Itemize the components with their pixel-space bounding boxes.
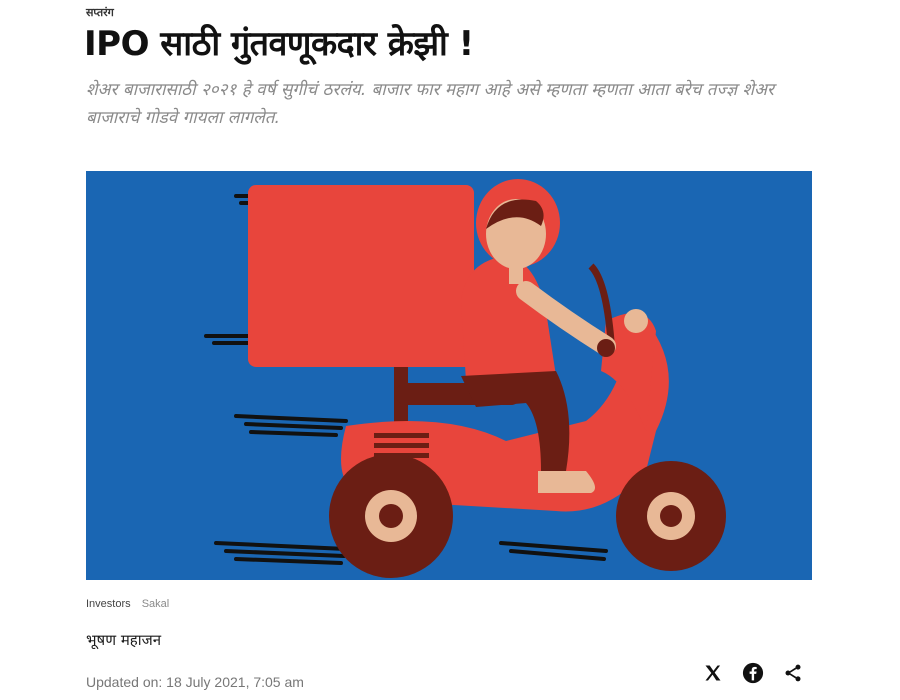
article-summary: शेअर बाजारासाठी २०२१ हे वर्ष सुगीचं ठरलंय. बाजार फार महाग आहे असे म्हणता म्हणता आता बरेच तज्ज्ञ शेअर बाजाराचे गोडवे गायला लागलेत.: [86, 80, 774, 128]
section-label[interactable]: सप्तरंग: [86, 6, 114, 19]
image-caption: [86, 598, 169, 610]
author-name[interactable]: भूषण महाजन: [86, 631, 162, 649]
hero-image: [86, 171, 812, 580]
share-bar: [700, 660, 806, 686]
caption-text: Investors: [86, 598, 131, 610]
facebook-share-button[interactable]: [740, 660, 766, 686]
x-share-button[interactable]: [700, 660, 726, 686]
front-wheel: [616, 461, 726, 571]
x-icon: [703, 663, 723, 683]
updated-timestamp: Updated on: 18 July 2021, 7:05 am: [86, 674, 304, 690]
rear-wheel: [329, 454, 453, 578]
share-button[interactable]: [780, 660, 806, 686]
image-source: Sakal: [141, 598, 170, 610]
facebook-icon: [742, 662, 764, 684]
delivery-box: [248, 185, 474, 367]
delivery-scooter-illustration: [86, 171, 812, 580]
share-icon: [783, 663, 803, 683]
article-headline: IPO साठी गुंतवणूकदार क्रेझी !: [84, 24, 474, 64]
